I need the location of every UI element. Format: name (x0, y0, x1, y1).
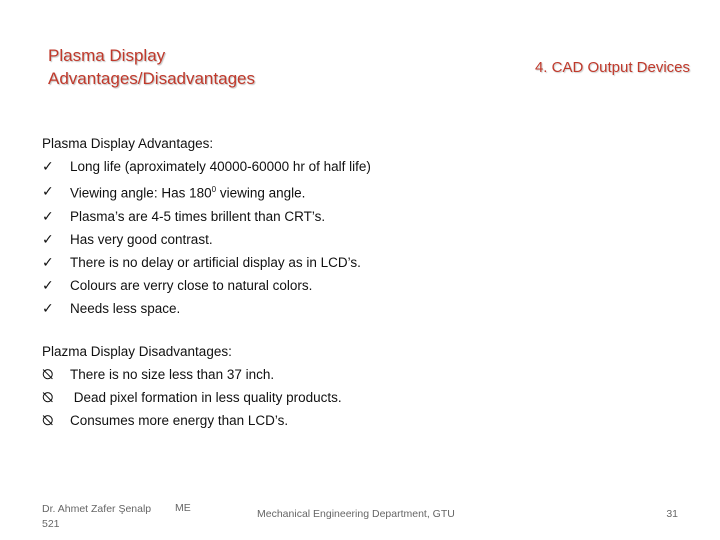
list-item (42, 297, 662, 320)
degree-superscript: 0 (211, 185, 217, 194)
checkmark-icon: ✓ (42, 207, 54, 224)
checkmark-icon: ✓ (42, 158, 54, 174)
list-item (42, 228, 662, 251)
checkmark-icon: ✓ (42, 276, 54, 293)
viewing-angle-tail: viewing angle. (216, 185, 306, 201)
list-item-text: Long life (aproximately 40000-60000 hr of half life) (70, 159, 371, 174)
section-tag: 4. CAD Output Devices (534, 59, 690, 76)
list-item-text (70, 178, 305, 205)
list-item-text: There is no size less than 37 inch. (70, 367, 275, 382)
prohibited-icon: ⦰ (42, 412, 54, 428)
checkmark-icon: ✓ (42, 299, 54, 316)
advantages-heading: Plasma Display Advantages: (42, 136, 214, 151)
list-item-text: Consumes more energy than LCD’s. (70, 413, 289, 428)
footer-course: ME (175, 502, 191, 514)
list-item (42, 363, 662, 386)
checkmark-icon: ✓ (42, 230, 54, 247)
list-item-text: Plasma’s are 4-5 times brillent than CRT’s. (70, 208, 326, 224)
slide-title-line-1: Plasma Display (48, 46, 166, 65)
list-item (42, 274, 662, 297)
page-number: 31 (666, 508, 678, 520)
prohibited-icon: ⦰ (42, 389, 54, 405)
list-item (42, 205, 662, 228)
advantages-list (42, 155, 662, 320)
advantages-section (42, 132, 662, 320)
list-item (42, 409, 662, 432)
list-item (42, 386, 662, 409)
slide-title-line-2: Advantages/Disadvantages (48, 69, 255, 88)
disadvantages-section (42, 340, 662, 432)
viewing-angle-text: Viewing angle: Has 180 (70, 185, 212, 201)
list-item-text: Has very good contrast. (70, 231, 213, 247)
checkmark-icon: ✓ (42, 253, 54, 270)
list-item-text: Needs less space. (70, 300, 181, 316)
footer-author-number: 521 (42, 518, 60, 530)
footer-author-name: Dr. Ahmet Zafer Şenalp (42, 503, 152, 515)
list-item-text: Colours are verry close to natural colors. (70, 277, 313, 293)
checkmark-icon: ✓ (42, 182, 54, 199)
list-item-text: Dead pixel formation in less quality products. (70, 390, 342, 405)
disadvantages-list (42, 363, 662, 432)
disadvantages-heading: Plazma Display Disadvantages: (42, 344, 232, 359)
slide-title (48, 44, 255, 90)
footer-department: Mechanical Engineering Department, GTU (257, 508, 455, 520)
footer-author (42, 502, 151, 532)
list-item (42, 178, 662, 205)
list-item (42, 155, 662, 178)
list-item (42, 251, 662, 274)
list-item-text: There is no delay or artificial display as in LCD’s. (70, 254, 361, 270)
prohibited-icon: ⦰ (42, 366, 54, 382)
